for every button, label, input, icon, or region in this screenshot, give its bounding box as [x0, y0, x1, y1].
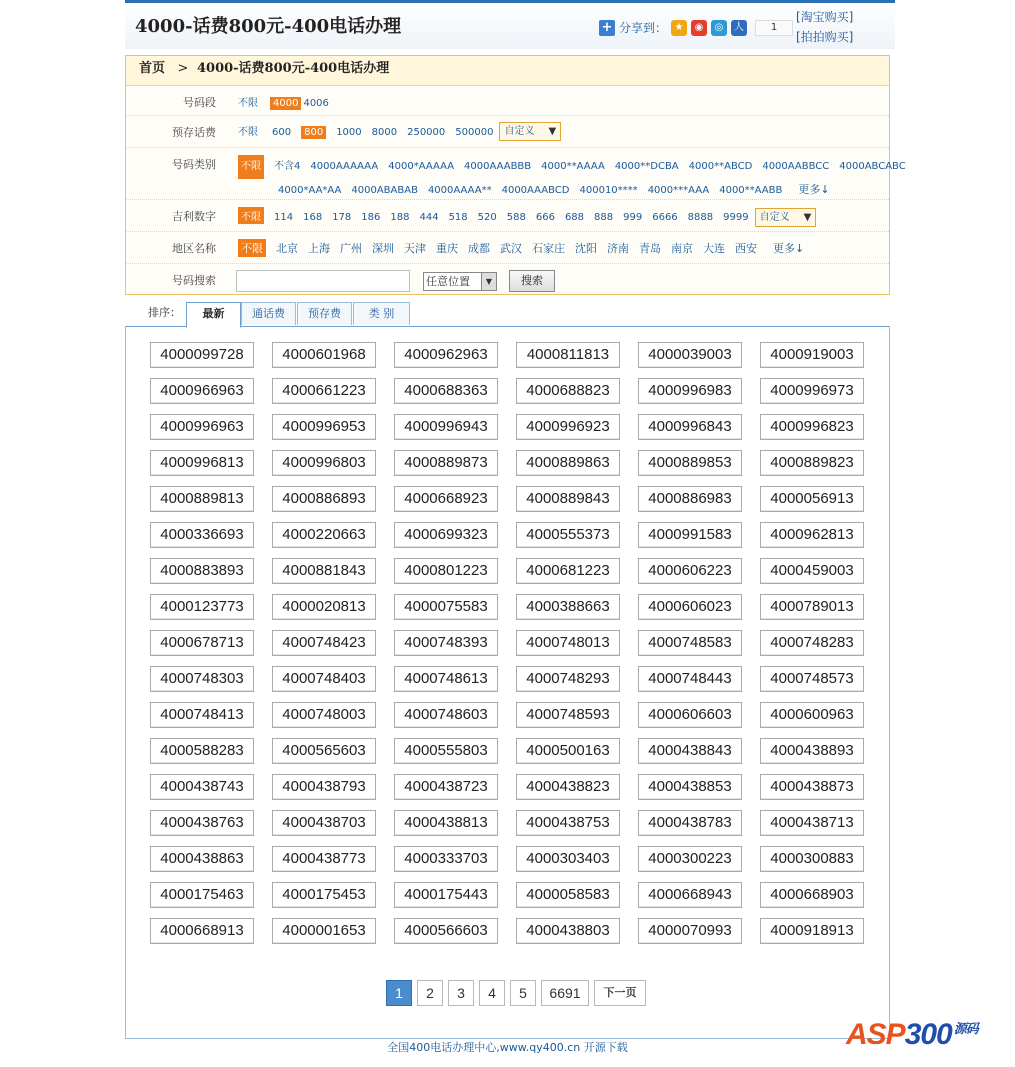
weibo-icon[interactable]: ◉: [691, 20, 707, 36]
phone-number-item[interactable]: 4000123773: [150, 594, 254, 620]
phone-number-item[interactable]: 4000220663: [272, 522, 376, 548]
buy-links: [796, 7, 853, 47]
lucky-option[interactable]: 8888: [687, 212, 714, 223]
breadcrumb-home[interactable]: 首页: [139, 61, 166, 76]
lucky-option[interactable]: 518: [448, 212, 468, 223]
prepaid-custom-label: 自定义: [504, 126, 535, 137]
phone-number-item[interactable]: 4000748013: [516, 630, 620, 656]
region-option[interactable]: 大连: [703, 242, 725, 255]
tab-prepaid-fee[interactable]: 预存费: [297, 302, 352, 325]
phone-number-item[interactable]: 4000996943: [394, 414, 498, 440]
phone-number-item[interactable]: 4000748393: [394, 630, 498, 656]
lucky-option[interactable]: 168: [303, 212, 323, 223]
filter-row-prepaid: [126, 115, 889, 148]
watermark-text-a: ASP: [846, 1018, 905, 1051]
lucky-options: [238, 207, 879, 227]
phone-number-item[interactable]: 4000748423: [272, 630, 376, 656]
prepaid-option-selected[interactable]: 800: [301, 126, 326, 139]
phone-number-item[interactable]: 4000789013: [760, 594, 864, 620]
prepaid-options: [238, 122, 879, 141]
sort-label: 排序：: [148, 306, 181, 319]
prepaid-option[interactable]: 600: [272, 126, 292, 138]
breadcrumb-current: 4000-话费800元-400电话办理: [196, 61, 390, 76]
share-bar: [599, 19, 793, 36]
phone-number-item[interactable]: 4000748303: [150, 666, 254, 692]
phone-number-item[interactable]: 4000438823: [516, 774, 620, 800]
phone-number-item[interactable]: 4000438873: [760, 774, 864, 800]
phone-number-item[interactable]: 4000075583: [394, 594, 498, 620]
lucky-option[interactable]: 188: [390, 212, 410, 223]
phone-number-item[interactable]: 4000555373: [516, 522, 620, 548]
page-button-current[interactable]: 1: [386, 980, 412, 1006]
category-option[interactable]: 4000**AABB: [719, 185, 783, 196]
phone-number-item[interactable]: 4000333703: [394, 846, 498, 872]
category-option[interactable]: 4000AAABCD: [501, 185, 570, 196]
lucky-option[interactable]: 520: [477, 212, 497, 223]
category-more-link[interactable]: 更多↓: [798, 183, 830, 196]
region-option[interactable]: 重庆: [436, 242, 458, 255]
lucky-custom-label: 自定义: [759, 211, 790, 223]
phone-number-item[interactable]: 4000748613: [394, 666, 498, 692]
phone-number-item[interactable]: 4000881843: [272, 558, 376, 584]
phone-number-item[interactable]: 4000438723: [394, 774, 498, 800]
lucky-custom-dropdown[interactable]: [755, 208, 817, 227]
phone-number-item[interactable]: 4000438753: [516, 810, 620, 836]
phone-number-item[interactable]: 4000688823: [516, 378, 620, 404]
phone-number-item[interactable]: 4000566603: [394, 918, 498, 944]
watermark-suffix: 源码: [953, 1021, 978, 1036]
phone-number-item[interactable]: 4000996973: [760, 378, 864, 404]
category-option-selected[interactable]: 不限: [238, 155, 264, 179]
segment-option[interactable]: 4006: [303, 98, 329, 109]
phone-number-item[interactable]: 4000748593: [516, 702, 620, 728]
phone-number-item[interactable]: 4000811813: [516, 342, 620, 368]
phone-number-item[interactable]: 4000303403: [516, 846, 620, 872]
category-option[interactable]: 4000***AAA: [647, 185, 710, 196]
phone-number-item[interactable]: 4000996963: [150, 414, 254, 440]
next-page-button[interactable]: 下一页: [594, 980, 646, 1006]
prepaid-option[interactable]: 250000: [407, 126, 446, 138]
phone-number-item[interactable]: 4000996813: [150, 450, 254, 476]
filter-label: 号码搜索: [172, 274, 216, 287]
taobao-buy-link[interactable]: [淘宝购买]: [796, 10, 854, 24]
filter-label: 预存话费: [172, 126, 216, 139]
phone-number-item[interactable]: 4000606603: [638, 702, 742, 728]
paipai-buy-link[interactable]: [拍拍购买]: [796, 30, 854, 44]
segment-options: [238, 94, 879, 110]
phone-number-item[interactable]: 4000438843: [638, 738, 742, 764]
chevron-down-icon: ▼: [481, 273, 496, 290]
region-option[interactable]: 青岛: [639, 242, 661, 255]
lucky-option[interactable]: 588: [506, 212, 526, 223]
filter-label: 地区名称: [172, 242, 216, 255]
phone-number-item[interactable]: 4000883893: [150, 558, 254, 584]
phone-number-item[interactable]: 4000555803: [394, 738, 498, 764]
phone-number-item[interactable]: 4000996803: [272, 450, 376, 476]
phone-number-item[interactable]: 4000058583: [516, 882, 620, 908]
category-option[interactable]: 4000*AAAAA: [388, 161, 455, 172]
phone-number-item[interactable]: 4000748003: [272, 702, 376, 728]
phone-number-item[interactable]: 4000966963: [150, 378, 254, 404]
region-option[interactable]: 成都: [468, 242, 490, 255]
region-option[interactable]: 沈阳: [575, 242, 597, 255]
share-count: 1: [755, 20, 793, 36]
phone-number-item[interactable]: 4000438763: [150, 810, 254, 836]
phone-number-item[interactable]: 4000070993: [638, 918, 742, 944]
prepaid-option[interactable]: 1000: [336, 126, 362, 138]
phone-number-item[interactable]: 4000748583: [638, 630, 742, 656]
region-option[interactable]: 广州: [340, 242, 362, 255]
phone-number-item[interactable]: 4000678713: [150, 630, 254, 656]
phone-number-item[interactable]: 4000889843: [516, 486, 620, 512]
category-option[interactable]: 4000*AA*AA: [278, 185, 342, 196]
category-option[interactable]: 4000**DCBA: [614, 161, 679, 172]
phone-number-item[interactable]: 4000886983: [638, 486, 742, 512]
page-title: 4000-话费800元-400电话办理: [135, 16, 402, 37]
phone-number-item[interactable]: 4000001653: [272, 918, 376, 944]
lucky-option[interactable]: 178: [332, 212, 352, 223]
region-option[interactable]: 石家庄: [532, 242, 565, 255]
phone-number-item[interactable]: 4000962963: [394, 342, 498, 368]
phone-number-item[interactable]: 4000565603: [272, 738, 376, 764]
phone-number-item[interactable]: 4000175443: [394, 882, 498, 908]
page-header: [125, 3, 895, 49]
number-list-panel: [125, 326, 890, 1039]
lucky-option[interactable]: 9999: [723, 212, 749, 223]
region-option[interactable]: 济南: [607, 242, 629, 255]
phone-number-item[interactable]: 4000500163: [516, 738, 620, 764]
category-option[interactable]: 不含4: [274, 161, 301, 172]
number-search-input[interactable]: [236, 270, 410, 292]
phone-number-item[interactable]: 4000438703: [272, 810, 376, 836]
phone-number-item[interactable]: 4000099728: [150, 342, 254, 368]
tab-call-fee[interactable]: 通话费: [241, 302, 296, 325]
phone-number-item[interactable]: 4000886893: [272, 486, 376, 512]
phone-number-item[interactable]: 4000889863: [516, 450, 620, 476]
phone-number-item[interactable]: 4000889823: [760, 450, 864, 476]
lucky-option[interactable]: 688: [564, 212, 585, 223]
phone-number-item[interactable]: 4000996823: [760, 414, 864, 440]
tab-category[interactable]: 类 别: [353, 302, 410, 325]
filter-row-segment: [126, 85, 889, 116]
filter-label: 吉利数字: [172, 210, 216, 223]
filter-row-category: [126, 147, 906, 200]
region-option[interactable]: 天津: [404, 242, 426, 255]
phone-number-item[interactable]: 4000991583: [638, 522, 742, 548]
region-option[interactable]: 北京: [276, 242, 298, 255]
number-grid: [150, 342, 864, 944]
phone-number-item[interactable]: 4000996953: [272, 414, 376, 440]
phone-number-item[interactable]: 4000748413: [150, 702, 254, 728]
phone-number-item[interactable]: 4000918913: [760, 918, 864, 944]
search-position-value: 任意位置: [426, 275, 470, 288]
phone-number-item[interactable]: 4000919003: [760, 342, 864, 368]
phone-number-item[interactable]: 4000438793: [272, 774, 376, 800]
category-option[interactable]: 4000**AAAA: [541, 161, 605, 172]
lucky-option[interactable]: 186: [361, 212, 381, 223]
tencent-weibo-icon[interactable]: ◎: [711, 20, 727, 36]
filter-label: 号码类别: [172, 158, 216, 171]
breadcrumb: [126, 56, 889, 86]
phone-number-item[interactable]: 4000681223: [516, 558, 620, 584]
segment-option-selected[interactable]: 4000: [270, 97, 301, 110]
filter-panel: [125, 55, 906, 295]
category-option[interactable]: 4000ABCABC: [839, 161, 906, 172]
lucky-option[interactable]: 999: [623, 212, 643, 223]
phone-number-item[interactable]: 4000459003: [760, 558, 864, 584]
filter-row-search: [126, 263, 889, 295]
phone-number-item[interactable]: 4000962813: [760, 522, 864, 548]
phone-number-item[interactable]: 4000668903: [760, 882, 864, 908]
chevron-down-icon: ▼: [548, 126, 557, 137]
tab-newest[interactable]: 最新: [186, 302, 241, 328]
share-plus-icon[interactable]: +: [599, 20, 615, 36]
region-option[interactable]: 深圳: [372, 242, 394, 255]
filter-label: 号码段: [183, 96, 216, 109]
chevron-down-icon: ▼: [803, 211, 812, 223]
region-option-selected[interactable]: 不限: [238, 239, 266, 257]
sort-tabs: [125, 300, 890, 327]
phone-number-item[interactable]: 4000388663: [516, 594, 620, 620]
filter-row-region: [126, 231, 889, 264]
phone-number-item[interactable]: 4000668913: [150, 918, 254, 944]
phone-number-item[interactable]: 4000606023: [638, 594, 742, 620]
phone-number-item[interactable]: 4000748283: [760, 630, 864, 656]
region-option[interactable]: 南京: [671, 242, 693, 255]
prepaid-option[interactable]: 8000: [371, 126, 398, 138]
phone-number-item[interactable]: 4000300223: [638, 846, 742, 872]
qzone-icon[interactable]: ★: [671, 20, 687, 36]
phone-number-item[interactable]: 4000889813: [150, 486, 254, 512]
phone-number-item[interactable]: 4000889873: [394, 450, 498, 476]
breadcrumb-separator: >: [177, 61, 189, 76]
phone-number-item[interactable]: 4000688363: [394, 378, 498, 404]
phone-number-item[interactable]: 4000438813: [394, 810, 498, 836]
region-option[interactable]: 武汉: [500, 242, 522, 255]
phone-number-item[interactable]: 4000300883: [760, 846, 864, 872]
phone-number-item[interactable]: 4000039003: [638, 342, 742, 368]
phone-number-item[interactable]: 4000438803: [516, 918, 620, 944]
segment-option[interactable]: 不限: [238, 98, 258, 109]
phone-number-item[interactable]: 4000606223: [638, 558, 742, 584]
region-option[interactable]: 上海: [308, 242, 330, 255]
phone-number-item[interactable]: 4000748573: [760, 666, 864, 692]
lucky-option-selected[interactable]: 不限: [238, 207, 264, 224]
prepaid-option[interactable]: 不限: [238, 126, 258, 138]
share-label: 分享到：: [619, 21, 668, 35]
lucky-option[interactable]: 666: [535, 212, 555, 223]
phone-number-item[interactable]: 4000668943: [638, 882, 742, 908]
phone-number-item[interactable]: 4000996983: [638, 378, 742, 404]
renren-icon[interactable]: 人: [731, 20, 747, 36]
category-option[interactable]: 4000AAABBB: [464, 161, 532, 172]
search-button[interactable]: 搜索: [509, 270, 555, 292]
region-option[interactable]: 西安: [735, 242, 757, 255]
lucky-option[interactable]: 888: [594, 212, 614, 223]
filter-row-lucky: [126, 199, 889, 232]
page-button[interactable]: 5: [510, 980, 536, 1006]
category-option[interactable]: 4000AAAA**: [427, 185, 492, 196]
phone-number-item[interactable]: 4000588283: [150, 738, 254, 764]
page-button-last[interactable]: 6691: [541, 980, 589, 1006]
phone-number-item[interactable]: 4000438783: [638, 810, 742, 836]
phone-number-item[interactable]: 4000748443: [638, 666, 742, 692]
phone-number-item[interactable]: 4000438893: [760, 738, 864, 764]
watermark-text-b: 300: [904, 1018, 952, 1051]
category-option[interactable]: 4000AAAAAA: [310, 161, 379, 172]
phone-number-item[interactable]: 4000889853: [638, 450, 742, 476]
phone-number-item[interactable]: 4000438713: [760, 810, 864, 836]
page-button[interactable]: 2: [417, 980, 443, 1006]
phone-number-item[interactable]: 4000661223: [272, 378, 376, 404]
category-option[interactable]: 400010****: [579, 185, 638, 196]
phone-number-item[interactable]: 4000020813: [272, 594, 376, 620]
phone-number-item[interactable]: 4000175453: [272, 882, 376, 908]
category-option[interactable]: 4000ABABAB: [351, 185, 418, 196]
phone-number-item[interactable]: 4000699323: [394, 522, 498, 548]
phone-number-item[interactable]: 4000438853: [638, 774, 742, 800]
phone-number-item[interactable]: 4000438863: [150, 846, 254, 872]
search-position-select[interactable]: [423, 272, 497, 291]
phone-number-item[interactable]: 4000336693: [150, 522, 254, 548]
phone-number-item[interactable]: 4000668923: [394, 486, 498, 512]
phone-number-item[interactable]: 4000175463: [150, 882, 254, 908]
phone-number-item[interactable]: 4000748603: [394, 702, 498, 728]
phone-number-item[interactable]: 4000801223: [394, 558, 498, 584]
phone-number-item[interactable]: 4000601968: [272, 342, 376, 368]
page-button[interactable]: 3: [448, 980, 474, 1006]
phone-number-item[interactable]: 4000748293: [516, 666, 620, 692]
prepaid-option[interactable]: 500000: [455, 126, 494, 138]
category-option[interactable]: 4000**ABCD: [688, 161, 753, 172]
phone-number-item[interactable]: 4000056913: [760, 486, 864, 512]
phone-number-item[interactable]: 4000996843: [638, 414, 742, 440]
phone-number-item[interactable]: 4000438743: [150, 774, 254, 800]
category-options: [238, 155, 906, 202]
prepaid-custom-dropdown[interactable]: [499, 122, 561, 141]
phone-number-item[interactable]: 4000748403: [272, 666, 376, 692]
region-more-link[interactable]: 更多↓: [773, 242, 805, 255]
lucky-option[interactable]: 6666: [652, 212, 678, 223]
page-button[interactable]: 4: [479, 980, 505, 1006]
lucky-option[interactable]: 114: [274, 212, 294, 223]
region-options: [238, 239, 879, 257]
pagination: [386, 980, 646, 1006]
watermark-logo: [846, 1018, 978, 1052]
phone-number-item[interactable]: 4000438773: [272, 846, 376, 872]
phone-number-item[interactable]: 4000996923: [516, 414, 620, 440]
category-option[interactable]: 4000AABBCC: [762, 161, 830, 172]
phone-number-item[interactable]: 4000600963: [760, 702, 864, 728]
footer-text[interactable]: 全国400电话办理中心,www.qy400.cn 开源下载: [387, 1041, 628, 1054]
lucky-option[interactable]: 444: [419, 212, 439, 223]
